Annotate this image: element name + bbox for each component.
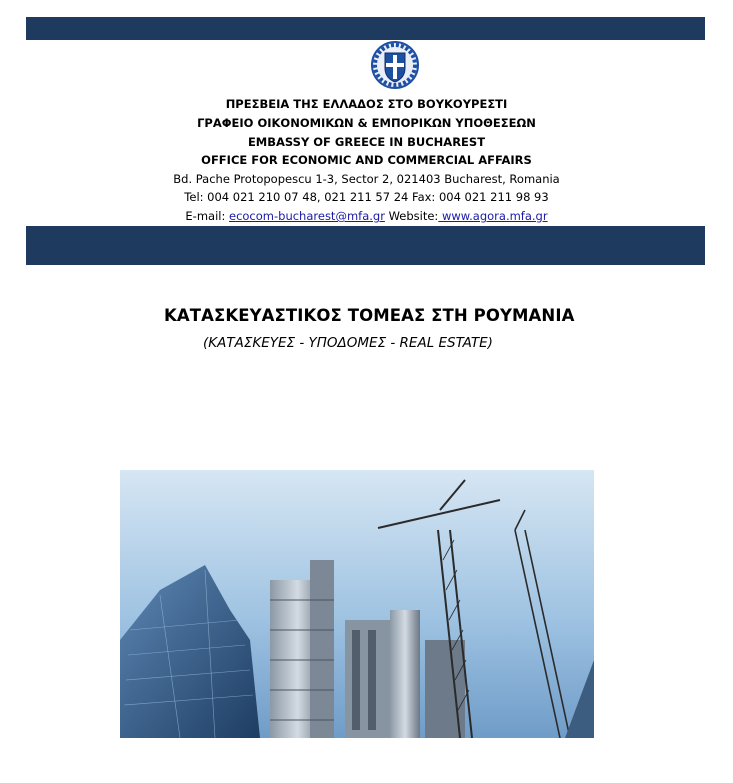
address-line: Bd. Pache Protopopescu 1-3, Sector 2, 021403 Bucharest, Romania	[173, 172, 560, 186]
office-name-english: OFFICE FOR ECONOMIC AND COMMERCIAL AFFAIRS	[201, 153, 532, 167]
email-link[interactable]: ecocom-bucharest@mfa.gr	[229, 209, 385, 223]
document-subtitle: (ΚΑΤΑΣΚΕΥΕΣ - ΥΠΟΔΟΜΕΣ - REAL ESTATE)	[203, 335, 493, 351]
greek-coat-of-arms-icon	[369, 40, 421, 90]
embassy-name-english: EMBASSY OF GREECE IN BUCHAREST	[247, 135, 486, 149]
website-link[interactable]: www.agora.mfa.gr	[438, 209, 548, 223]
contact-line	[0, 209, 733, 223]
email-label: E-mail:	[185, 209, 226, 223]
document-title: ΚΑΤΑΣΚΕΥΑΣΤΙΚΟΣ ΤΟΜΕΑΣ ΣΤΗ ΡΟΥΜΑΝΙΑ	[164, 306, 575, 325]
embassy-name-greek: ΠΡΕΣΒΕΙΑ ΤΗΣ ΕΛΛΑΔΟΣ ΣΤΟ ΒΟΥΚΟΥΡΕΣΤΙ	[225, 97, 508, 111]
header-band-top	[26, 17, 705, 40]
construction-skyline-photo	[120, 470, 594, 738]
office-name-greek: ΓΡΑΦΕΙΟ ΟΙΚΟΝΟΜΙΚΩΝ & ΕΜΠΟΡΙΚΩΝ ΥΠΟΘΕΣΕΩΝ	[197, 116, 536, 130]
phone-fax-line: Tel: 004 021 210 07 48, 021 211 57 24 Fax: 004 021 211 98 93	[184, 190, 549, 204]
header-band-bottom	[26, 226, 705, 265]
website-label: Website:	[388, 209, 439, 223]
